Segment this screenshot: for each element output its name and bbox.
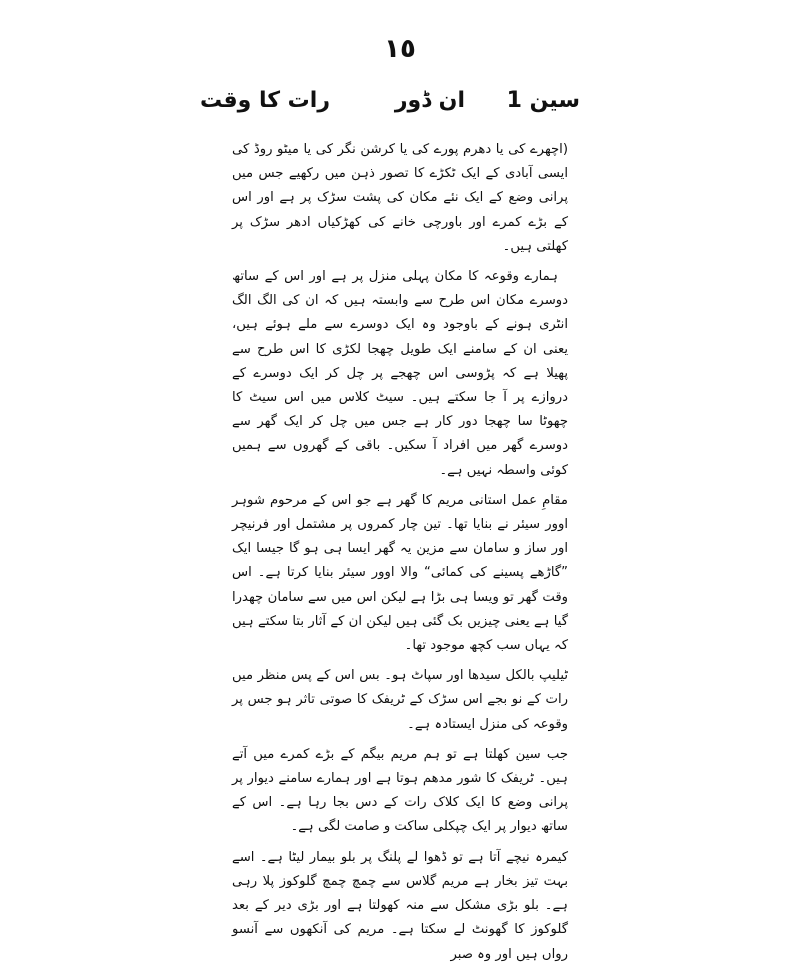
paragraph: ہمارے وقوعہ کا مکان پہلی منزل پر ہے اور اس کے ساتھ دوسرے مکان اس طرح سے وابستہ ہیں کہ ان کی الگ الگ انٹری ہونے کے باوجود وہ ایک دوسرے سے ملے ہوئے ہیں، یعنی ان کے سامنے ایک طویل چھجا لکڑی کا اس طرح سے پھیلا ہے کہ پڑوسی اس چھجے پر چل کر ایک دوسرے کے دروازے پر آ جا سکتے ہیں۔ سیٹ کلاس میں اس سیٹ کا چھوٹا سا چھجا دور کار ہے جس میں چل کر ایک گھر سے دوسرے گھر میں افراد آ سکیں۔ باقی کے گھروں سے ہمیں کوئی واسطہ نہیں ہے۔ xyxy=(232,269,568,478)
scene-heading xyxy=(199,88,580,128)
paragraph: (اچھرے کی یا دھرم پورے کی یا کرشن نگر کی یا میٹو روڈ کی ایسی آبادی کے ایک ٹکڑے کا تصور ذہن میں رکھیے جس میں پرانی وضع کے ایک نئے مکان کی پشت سڑک پر ہے اور اس کے بڑے کمرے اور باورچی خانے کی کھڑکیاں ادھر سڑک پر کھلتی ہیں۔ xyxy=(232,142,568,254)
page-number: ١٥ xyxy=(384,34,416,64)
scene-label: سین 1 xyxy=(506,88,580,113)
body-text xyxy=(232,138,568,973)
paragraph: جب سین کھلتا ہے تو ہم مریم بیگم کے بڑے کمرے میں آتے ہیں۔ ٹریفک کا شور مدھم ہوتا ہے اور ہمارے سامنے دیوار پر پرانی وضع کا ایک کلاک رات کے دس بجا رہا ہے۔ اس کے ساتھ دیوار پر ایک چپکلی ساکت و صامت لگی ہے۔ xyxy=(232,746,568,835)
scene-time: رات کا وقت xyxy=(199,88,330,113)
paragraph: کیمرہ نیچے آتا ہے تو ڈھوا لے پلنگ پر بلو بیمار لیٹا ہے۔ اسے بہت تیز بخار ہے مریم گلاس سے چمچ چمچ گلوکوز پلا رہی ہے۔ بلو بڑی مشکل سے منہ کھولتا ہے اور بڑی دیر کے بعد گلوکوز کا گھونٹ لے سکتا ہے۔ مریم کی آنکھوں سے آنسو رواں ہیں اور وہ صبر xyxy=(232,849,568,962)
paragraph: مقامِ عمل استانی مریم کا گھر ہے جو اس کے مرحوم شوہر اوور سیئر نے بنایا تھا۔ تین چار کمروں پر مشتمل اور فرنیچر اور ساز و سامان سے مزین یہ گھر ایسا ہی ہو گا جیسا ایک ”گاڑھے پسینے کی کمائی“ والا اوور سیئر بنایا کرتا ہے۔ اس وقت گھر تو ویسا ہی بڑا ہے لیکن اس میں سے سامان چھدرا گیا ہے یعنی چیزیں بک گئی ہیں لیکن ان کے آثار بتا سکتے ہیں کہ یہاں سب کچھ موجود تھا۔ xyxy=(232,492,568,654)
scene-location: ان ڈور xyxy=(394,88,465,113)
paragraph: ٹیلیپ بالکل سیدھا اور سپاٹ ہو۔ بس اس کے پس منظر میں رات کے نو بجے اس سڑک کے ٹریفک کا صوتی تاثر ہو جس پر وقوعہ کی منزل ایستادہ ہے۔ xyxy=(232,668,568,732)
